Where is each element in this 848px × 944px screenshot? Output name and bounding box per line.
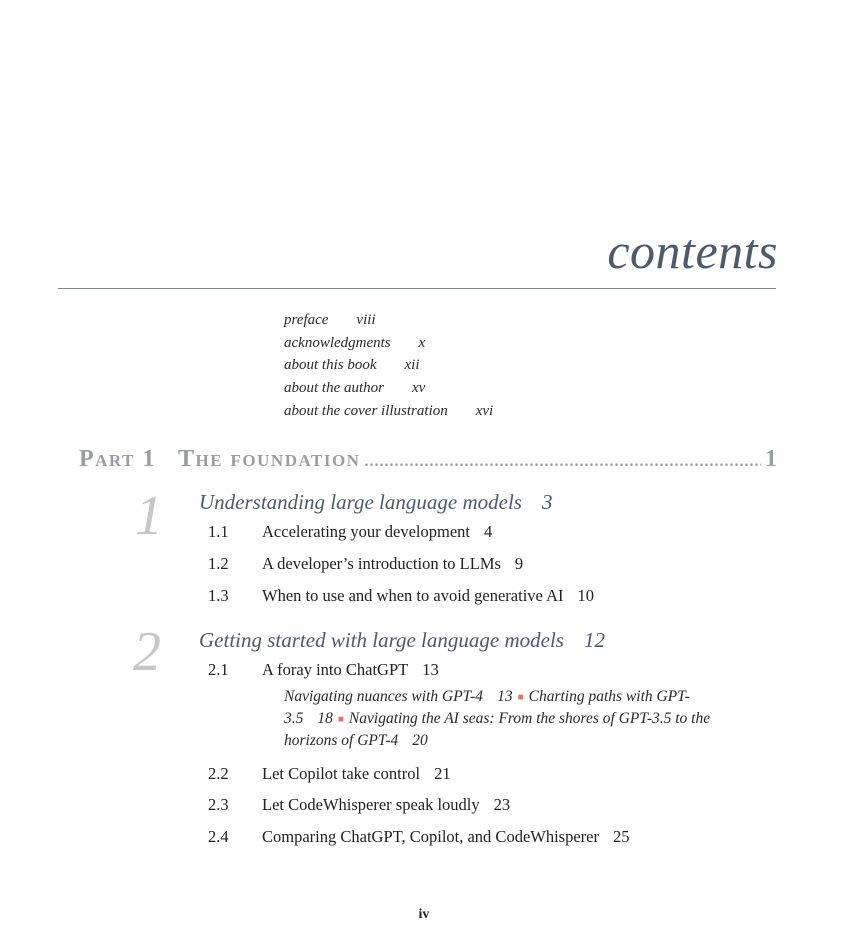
section-page: 13 <box>422 660 439 679</box>
section-page: 4 <box>484 522 493 541</box>
subsection-entry[interactable] <box>284 688 513 705</box>
chapter-title[interactable] <box>199 490 552 515</box>
toc-entry-about-the-author[interactable] <box>284 377 493 400</box>
entry-page: xv <box>412 380 426 397</box>
subsection-title: Navigating nuances with GPT-4 <box>284 688 484 705</box>
chapter-number: 1 <box>135 485 163 547</box>
page-number: iv <box>418 907 430 922</box>
bullet-separator: ■ <box>517 691 524 703</box>
part-page: 1 <box>765 446 777 472</box>
section-number: 2.2 <box>208 764 229 783</box>
part-label: Part 1 <box>79 446 156 472</box>
subsection-title: Navigating the AI seas: From the shores of GPT-3.5 to the horizons of GPT-4 <box>284 709 711 749</box>
subsection-entry[interactable] <box>284 710 710 749</box>
chapter-title-text: Understanding large language models <box>199 490 522 514</box>
entry-title: about the cover illustration <box>284 402 448 419</box>
entry-page: xvi <box>475 402 494 419</box>
toc-entry-acknowledgments[interactable] <box>284 332 493 355</box>
section-title: A developer’s introduction to LLMs <box>262 554 501 573</box>
front-matter-list <box>284 309 493 422</box>
chapter-title[interactable] <box>199 628 605 653</box>
section-title: Accelerating your development <box>262 522 470 541</box>
section-number: 1.2 <box>208 554 229 573</box>
section-entry[interactable] <box>208 827 629 847</box>
section-page: 9 <box>514 554 524 573</box>
section-entry[interactable] <box>208 522 492 542</box>
section-entry[interactable] <box>208 660 439 680</box>
section-title: Let Copilot take control <box>262 764 421 783</box>
subsection-page: 13 <box>497 688 513 705</box>
subsection-title: Charting paths with GPT-3.5 <box>284 688 690 727</box>
section-number: 2.4 <box>208 827 229 846</box>
chapter-number: 2 <box>133 621 161 683</box>
toc-entry-about-this-book[interactable] <box>284 354 493 377</box>
section-page: 21 <box>434 764 451 783</box>
section-page: 10 <box>577 586 594 605</box>
section-entry[interactable] <box>208 764 451 784</box>
bullet-separator: ■ <box>337 713 344 725</box>
toc-entry-preface[interactable] <box>284 309 493 332</box>
entry-title: preface <box>284 312 329 328</box>
section-page: 25 <box>612 827 630 846</box>
toc-entry-about-the-cover[interactable] <box>284 400 493 423</box>
title-rule <box>58 288 776 289</box>
chapter-page: 3 <box>541 490 553 514</box>
dot-leader <box>364 453 761 471</box>
section-title: Let CodeWhisperer speak loudly <box>262 795 480 814</box>
chapter-page: 12 <box>583 628 605 652</box>
subsection-page: 18 <box>317 709 333 727</box>
part-title: The foundation <box>177 446 361 472</box>
subsection-list <box>284 686 724 751</box>
entry-title: acknowledgments <box>284 334 391 351</box>
section-number: 2.3 <box>208 795 229 814</box>
subsection-page: 20 <box>412 731 428 749</box>
page-title: contents <box>607 223 778 279</box>
entry-title: about this book <box>284 357 377 374</box>
section-entry[interactable] <box>208 795 510 815</box>
chapter-title-text: Getting started with large language models <box>199 628 564 652</box>
section-entry[interactable] <box>208 586 594 606</box>
entry-title: about the author <box>284 380 384 397</box>
part-heading[interactable] <box>79 446 777 473</box>
entry-page: x <box>418 334 426 351</box>
section-title: A foray into ChatGPT <box>262 660 409 679</box>
entry-page: xii <box>404 357 420 374</box>
entry-page: viii <box>356 312 376 328</box>
section-title: Comparing ChatGPT, Copilot, and CodeWhisperer <box>262 827 599 846</box>
section-title: When to use and when to avoid generative AI <box>262 586 564 605</box>
section-number: 1.3 <box>208 586 229 605</box>
section-page: 23 <box>493 795 511 814</box>
section-number: 1.1 <box>208 522 229 541</box>
section-number: 2.1 <box>208 660 229 679</box>
section-entry[interactable] <box>208 554 523 574</box>
